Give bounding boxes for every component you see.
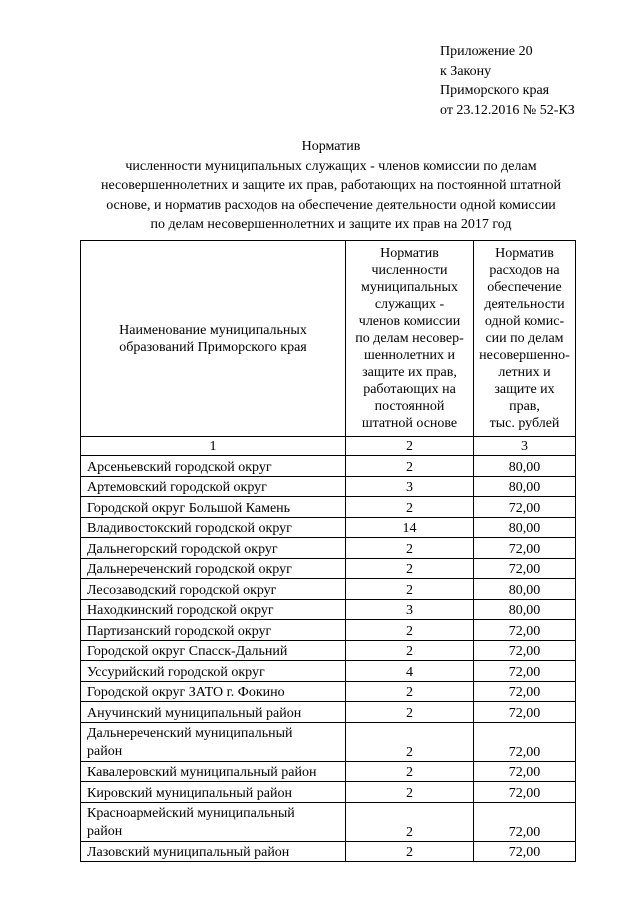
title-line: несовершеннолетних и защите их прав, работающих на постоянной штатной — [100, 178, 561, 193]
appendix-line: от 23.12.2016 № 52-КЗ — [440, 102, 575, 118]
norms-table — [80, 240, 576, 862]
municipality-name: Партизанский городской округ — [81, 620, 346, 641]
table-row — [81, 579, 576, 600]
column-number: 2 — [346, 437, 474, 456]
expense-amount: 72,00 — [474, 538, 576, 559]
table-row — [81, 538, 576, 559]
expense-amount: 72,00 — [474, 802, 576, 841]
municipality-name: Анучинский муниципальный район — [81, 702, 346, 723]
column-number: 3 — [474, 437, 576, 456]
expense-amount: 72,00 — [474, 497, 576, 518]
title-line: по делам несовершеннолетних и защите их прав на 2017 год — [150, 217, 512, 232]
header-expense-norm: Норматив расходов на обеспечение деятельности одной комис- сии по делам несовершенно- летних и защите их прав, тыс. рублей — [474, 241, 576, 437]
expense-amount: 72,00 — [474, 620, 576, 641]
table-row — [81, 761, 576, 782]
expense-amount: 72,00 — [474, 722, 576, 761]
expense-amount: 72,00 — [474, 702, 576, 723]
staff-count: 2 — [346, 558, 474, 579]
municipality-name: Кировский муниципальный район — [81, 782, 346, 803]
expense-amount: 72,00 — [474, 761, 576, 782]
staff-count: 2 — [346, 538, 474, 559]
expense-amount: 72,00 — [474, 681, 576, 702]
staff-count: 2 — [346, 579, 474, 600]
document-title — [88, 137, 574, 235]
staff-count: 2 — [346, 456, 474, 477]
expense-amount: 72,00 — [474, 558, 576, 579]
expense-amount: 72,00 — [474, 640, 576, 661]
table-row — [81, 599, 576, 620]
table-row — [81, 722, 576, 761]
appendix-line: к Закону — [440, 63, 492, 79]
municipality-name: Лазовский муниципальный район — [81, 841, 346, 862]
municipality-name: Артемовский городской округ — [81, 476, 346, 497]
staff-count: 2 — [346, 681, 474, 702]
table-row — [81, 661, 576, 682]
appendix-line: Приложение 20 — [440, 44, 533, 59]
staff-count: 2 — [346, 722, 474, 761]
staff-count: 14 — [346, 517, 474, 538]
municipality-name: Арсеньевский городской округ — [81, 456, 346, 477]
title-line: основе, и норматив расходов на обеспечение деятельности одной комиссии — [106, 197, 556, 213]
municipality-name: Дальнегорский городской округ — [81, 538, 346, 559]
expense-amount: 80,00 — [474, 456, 576, 477]
municipality-name: Кавалеровский муниципальный район — [81, 761, 346, 782]
staff-count: 2 — [346, 497, 474, 518]
municipality-name: Красноармейский муниципальный район — [81, 802, 346, 841]
municipality-name: Городской округ Спасск-Дальний — [81, 640, 346, 661]
municipality-name: Городской округ Большой Камень — [81, 497, 346, 518]
expense-amount: 72,00 — [474, 661, 576, 682]
title-line: численности муниципальных служащих - членов комиссии по делам — [125, 158, 537, 174]
expense-amount: 80,00 — [474, 579, 576, 600]
municipality-name: Городской округ ЗАТО г. Фокино — [81, 681, 346, 702]
municipality-name: Дальнереченский муниципальный район — [81, 722, 346, 761]
column-number: 1 — [81, 437, 346, 456]
expense-amount: 80,00 — [474, 476, 576, 497]
appendix-line: Приморского края — [440, 83, 550, 98]
table-row — [81, 681, 576, 702]
expense-amount: 80,00 — [474, 599, 576, 620]
municipality-name: Уссурийский городской округ — [81, 661, 346, 682]
expense-amount: 80,00 — [474, 517, 576, 538]
staff-count: 2 — [346, 761, 474, 782]
table-row — [81, 802, 576, 841]
staff-count: 4 — [346, 661, 474, 682]
table-row — [81, 702, 576, 723]
header-municipality: Наименование муниципальных образований Приморского края — [81, 241, 346, 437]
table-row — [81, 640, 576, 661]
staff-count: 3 — [346, 599, 474, 620]
table-row — [81, 841, 576, 862]
expense-amount: 72,00 — [474, 841, 576, 862]
appendix-reference — [440, 42, 575, 120]
table-row — [81, 620, 576, 641]
table-row — [81, 456, 576, 477]
table-row — [81, 497, 576, 518]
staff-count: 2 — [346, 841, 474, 862]
staff-count: 3 — [346, 476, 474, 497]
municipality-name: Владивостокский городской округ — [81, 517, 346, 538]
table-row — [81, 476, 576, 497]
municipality-name: Лесозаводский городской округ — [81, 579, 346, 600]
staff-count: 2 — [346, 802, 474, 841]
title-line: Норматив — [301, 139, 361, 154]
staff-count: 2 — [346, 640, 474, 661]
table-row — [81, 558, 576, 579]
expense-amount: 72,00 — [474, 782, 576, 803]
municipality-name: Находкинский городской округ — [81, 599, 346, 620]
column-number-row — [81, 437, 576, 456]
table-row — [81, 517, 576, 538]
table-row — [81, 782, 576, 803]
municipality-name: Дальнереченский городской округ — [81, 558, 346, 579]
staff-count: 2 — [346, 620, 474, 641]
table-header-row — [81, 241, 576, 437]
staff-count: 2 — [346, 702, 474, 723]
header-staff-norm: Норматив численности муниципальных служащих - членов комиссии по делам несовер- шеннолетних и защите их прав, работающих на постоянной штатной основе — [346, 241, 474, 437]
staff-count: 2 — [346, 782, 474, 803]
